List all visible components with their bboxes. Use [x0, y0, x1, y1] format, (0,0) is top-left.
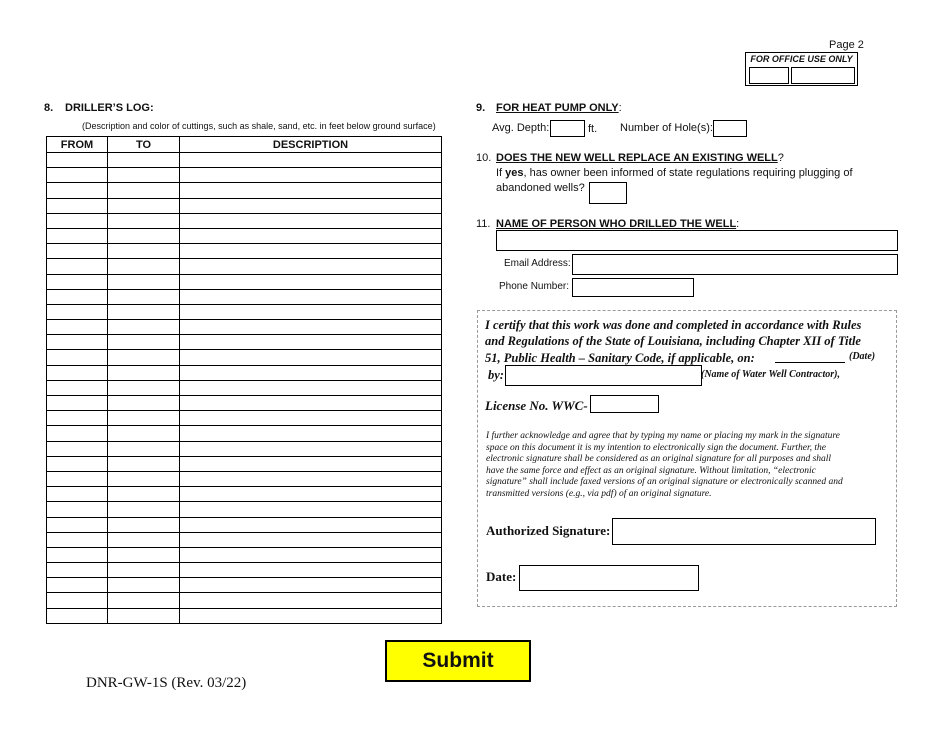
heat-pump-title: FOR HEAT PUMP ONLY — [496, 102, 619, 114]
description-cell[interactable] — [180, 244, 442, 259]
to-cell[interactable] — [108, 153, 180, 168]
table-row — [47, 608, 442, 623]
from-cell[interactable] — [47, 502, 108, 517]
to-cell[interactable] — [108, 259, 180, 274]
date-label: Date: — [486, 569, 517, 584]
description-cell[interactable] — [180, 411, 442, 426]
to-cell[interactable] — [108, 411, 180, 426]
to-cell[interactable] — [108, 441, 180, 456]
description-cell[interactable] — [180, 502, 442, 517]
description-cell[interactable] — [180, 487, 442, 502]
from-cell[interactable] — [47, 198, 108, 213]
description-cell[interactable] — [180, 608, 442, 623]
from-cell[interactable] — [47, 183, 108, 198]
acknowledgement-line: space on this document it is my intention to electronically sign the document. Further, the — [486, 442, 827, 453]
replace-well-q-rest: , has owner been informed of state regulations requiring plugging of — [523, 167, 853, 179]
from-cell[interactable] — [47, 365, 108, 380]
table-row — [47, 441, 442, 456]
description-cell[interactable] — [180, 259, 442, 274]
column-header-to: TO — [108, 137, 180, 153]
acknowledgement-line: signature” shall include faxed versions of an original signature or electronically scanned and — [486, 477, 843, 488]
drillers-log-title: DRILLER’S LOG: — [65, 102, 154, 114]
description-cell[interactable] — [180, 441, 442, 456]
to-cell[interactable] — [108, 487, 180, 502]
drillers-log-table — [46, 136, 442, 624]
description-cell[interactable] — [180, 350, 442, 365]
table-row — [47, 578, 442, 593]
description-cell[interactable] — [180, 547, 442, 562]
from-cell[interactable] — [47, 441, 108, 456]
license-input[interactable] — [590, 395, 659, 413]
submit-button[interactable]: Submit — [385, 640, 531, 682]
holes-input[interactable] — [713, 120, 747, 137]
table-row — [47, 168, 442, 183]
from-cell[interactable] — [47, 608, 108, 623]
from-cell[interactable] — [47, 532, 108, 547]
from-cell[interactable] — [47, 471, 108, 486]
description-cell[interactable] — [180, 563, 442, 578]
table-row — [47, 335, 442, 350]
table-row — [47, 456, 442, 471]
to-cell[interactable] — [108, 380, 180, 395]
from-cell[interactable] — [47, 578, 108, 593]
to-cell[interactable] — [108, 213, 180, 228]
contractor-tag: (Name of Water Well Contractor), — [701, 369, 840, 380]
description-cell[interactable] — [180, 153, 442, 168]
from-cell[interactable] — [47, 244, 108, 259]
column-header-description: DESCRIPTION — [180, 137, 442, 153]
to-cell[interactable] — [108, 578, 180, 593]
table-row — [47, 289, 442, 304]
drillers-log-header-row — [47, 137, 442, 153]
description-cell[interactable] — [180, 578, 442, 593]
heat-pump-heading — [496, 102, 622, 114]
from-cell[interactable] — [47, 274, 108, 289]
description-cell[interactable] — [180, 380, 442, 395]
from-cell[interactable] — [47, 411, 108, 426]
heat-pump-title-suffix: : — [618, 102, 622, 114]
replace-well-question-line2: abandoned wells? — [496, 182, 585, 194]
acknowledgement-line: have the same force and effect as an original signature. Without limitation, “electronic — [486, 465, 816, 476]
replace-well-heading — [496, 152, 784, 164]
table-row — [47, 228, 442, 243]
table-row — [47, 502, 442, 517]
to-cell[interactable] — [108, 244, 180, 259]
to-cell[interactable] — [108, 350, 180, 365]
from-cell[interactable] — [47, 213, 108, 228]
driller-title-suffix: : — [736, 218, 740, 230]
office-use-field-2[interactable] — [791, 67, 855, 84]
description-cell[interactable] — [180, 289, 442, 304]
to-cell[interactable] — [108, 304, 180, 319]
replace-well-number: 10. — [476, 152, 492, 164]
to-cell[interactable] — [108, 289, 180, 304]
drillers-log-number: 8. — [44, 102, 54, 114]
driller-heading — [496, 218, 739, 230]
from-cell[interactable] — [47, 153, 108, 168]
table-row — [47, 380, 442, 395]
certification-line-2: and Regulations of the State of Louisiana, including Chapter XII of Title — [485, 334, 861, 348]
description-cell[interactable] — [180, 304, 442, 319]
phone-label: Phone Number: — [499, 281, 570, 292]
from-cell[interactable] — [47, 547, 108, 562]
heat-pump-number: 9. — [476, 102, 486, 114]
to-cell[interactable] — [108, 335, 180, 350]
table-row — [47, 274, 442, 289]
certification-date-line[interactable] — [775, 362, 845, 363]
table-row — [47, 471, 442, 486]
from-cell[interactable] — [47, 350, 108, 365]
from-cell[interactable] — [47, 593, 108, 608]
to-cell[interactable] — [108, 426, 180, 441]
office-use-label: FOR OFFICE USE ONLY — [750, 54, 853, 64]
table-row — [47, 350, 442, 365]
from-cell[interactable] — [47, 487, 108, 502]
description-cell[interactable] — [180, 517, 442, 532]
by-label: by: — [488, 368, 504, 382]
phone-input[interactable] — [572, 278, 694, 297]
from-cell[interactable] — [47, 396, 108, 411]
table-row — [47, 517, 442, 532]
replace-well-q-prefix: If — [496, 167, 506, 179]
description-cell[interactable] — [180, 183, 442, 198]
description-cell[interactable] — [180, 471, 442, 486]
certification-line-3: 51, Public Health – Sanitary Code, if applicable, on: — [485, 351, 755, 365]
column-header-from: FROM — [47, 137, 108, 153]
to-cell[interactable] — [108, 274, 180, 289]
to-cell[interactable] — [108, 608, 180, 623]
description-cell[interactable] — [180, 228, 442, 243]
table-row — [47, 547, 442, 562]
table-row — [47, 426, 442, 441]
driller-name-input[interactable] — [496, 230, 898, 251]
to-cell[interactable] — [108, 198, 180, 213]
description-cell[interactable] — [180, 396, 442, 411]
to-cell[interactable] — [108, 228, 180, 243]
date-input[interactable] — [519, 565, 699, 591]
from-cell[interactable] — [47, 304, 108, 319]
from-cell[interactable] — [47, 168, 108, 183]
acknowledgement-line: transmitted versions (e.g., via pdf) of an original signature. — [486, 488, 712, 499]
page-number: Page 2 — [829, 39, 864, 51]
avg-depth-input[interactable] — [550, 120, 585, 137]
from-cell[interactable] — [47, 426, 108, 441]
email-label: Email Address: — [504, 258, 571, 269]
to-cell[interactable] — [108, 532, 180, 547]
description-cell[interactable] — [180, 365, 442, 380]
avg-depth-unit: ft. — [588, 123, 598, 135]
acknowledgement-line: I further acknowledge and agree that by typing my name or placing my mark in the signature — [486, 431, 840, 441]
table-row — [47, 396, 442, 411]
from-cell[interactable] — [47, 563, 108, 578]
table-row — [47, 411, 442, 426]
acknowledgement-line: electronic signature shall be considered as an original signature for all purposes and shall — [486, 454, 832, 465]
acknowledgement-text — [486, 431, 896, 501]
from-cell[interactable] — [47, 289, 108, 304]
from-cell[interactable] — [47, 380, 108, 395]
avg-depth-label: Avg. Depth: — [492, 122, 550, 134]
to-cell[interactable] — [108, 547, 180, 562]
table-row — [47, 563, 442, 578]
office-use-box — [745, 52, 858, 86]
replace-well-q-yes: yes — [505, 167, 524, 179]
description-cell[interactable] — [180, 274, 442, 289]
replace-well-title: DOES THE NEW WELL REPLACE AN EXISTING WELL — [496, 152, 778, 164]
abandoned-wells-input[interactable] — [589, 182, 627, 204]
from-cell[interactable] — [47, 517, 108, 532]
drillers-log-note: (Description and color of cuttings, such as shale, sand, etc. in feet below ground surface) — [82, 121, 436, 131]
to-cell[interactable] — [108, 396, 180, 411]
from-cell[interactable] — [47, 320, 108, 335]
table-row — [47, 198, 442, 213]
description-cell[interactable] — [180, 168, 442, 183]
signature-input[interactable] — [612, 518, 876, 545]
description-cell[interactable] — [180, 335, 442, 350]
description-cell[interactable] — [180, 320, 442, 335]
from-cell[interactable] — [47, 259, 108, 274]
table-row — [47, 593, 442, 608]
description-cell[interactable] — [180, 532, 442, 547]
description-cell[interactable] — [180, 213, 442, 228]
table-row — [47, 487, 442, 502]
signature-label: Authorized Signature: — [486, 523, 611, 538]
description-cell[interactable] — [180, 198, 442, 213]
to-cell[interactable] — [108, 471, 180, 486]
certification-date-tag: (Date) — [849, 351, 876, 362]
replace-well-title-suffix: ? — [777, 152, 784, 164]
to-cell[interactable] — [108, 502, 180, 517]
license-label: License No. WWC- — [485, 398, 588, 413]
table-row — [47, 213, 442, 228]
contractor-name-input[interactable] — [505, 365, 702, 386]
holes-label: Number of Hole(s): — [620, 122, 713, 134]
table-row — [47, 244, 442, 259]
table-row — [47, 320, 442, 335]
email-input[interactable] — [572, 254, 898, 275]
from-cell[interactable] — [47, 456, 108, 471]
table-row — [47, 259, 442, 274]
to-cell[interactable] — [108, 517, 180, 532]
description-cell[interactable] — [180, 456, 442, 471]
driller-title: NAME OF PERSON WHO DRILLED THE WELL — [496, 218, 737, 230]
description-cell[interactable] — [180, 593, 442, 608]
table-row — [47, 532, 442, 547]
to-cell[interactable] — [108, 365, 180, 380]
certification-line-1: I certify that this work was done and completed in accordance with Rules — [485, 318, 862, 332]
description-cell[interactable] — [180, 426, 442, 441]
to-cell[interactable] — [108, 563, 180, 578]
to-cell[interactable] — [108, 456, 180, 471]
table-row — [47, 153, 442, 168]
office-use-field-1[interactable] — [749, 67, 789, 84]
table-row — [47, 304, 442, 319]
to-cell[interactable] — [108, 320, 180, 335]
from-cell[interactable] — [47, 228, 108, 243]
form-id: DNR-GW-1S (Rev. 03/22) — [86, 675, 247, 691]
table-row — [47, 365, 442, 380]
to-cell[interactable] — [108, 593, 180, 608]
replace-well-question-line1 — [496, 167, 853, 179]
table-row — [47, 183, 442, 198]
from-cell[interactable] — [47, 335, 108, 350]
to-cell[interactable] — [108, 183, 180, 198]
driller-number: 11. — [476, 218, 491, 230]
to-cell[interactable] — [108, 168, 180, 183]
